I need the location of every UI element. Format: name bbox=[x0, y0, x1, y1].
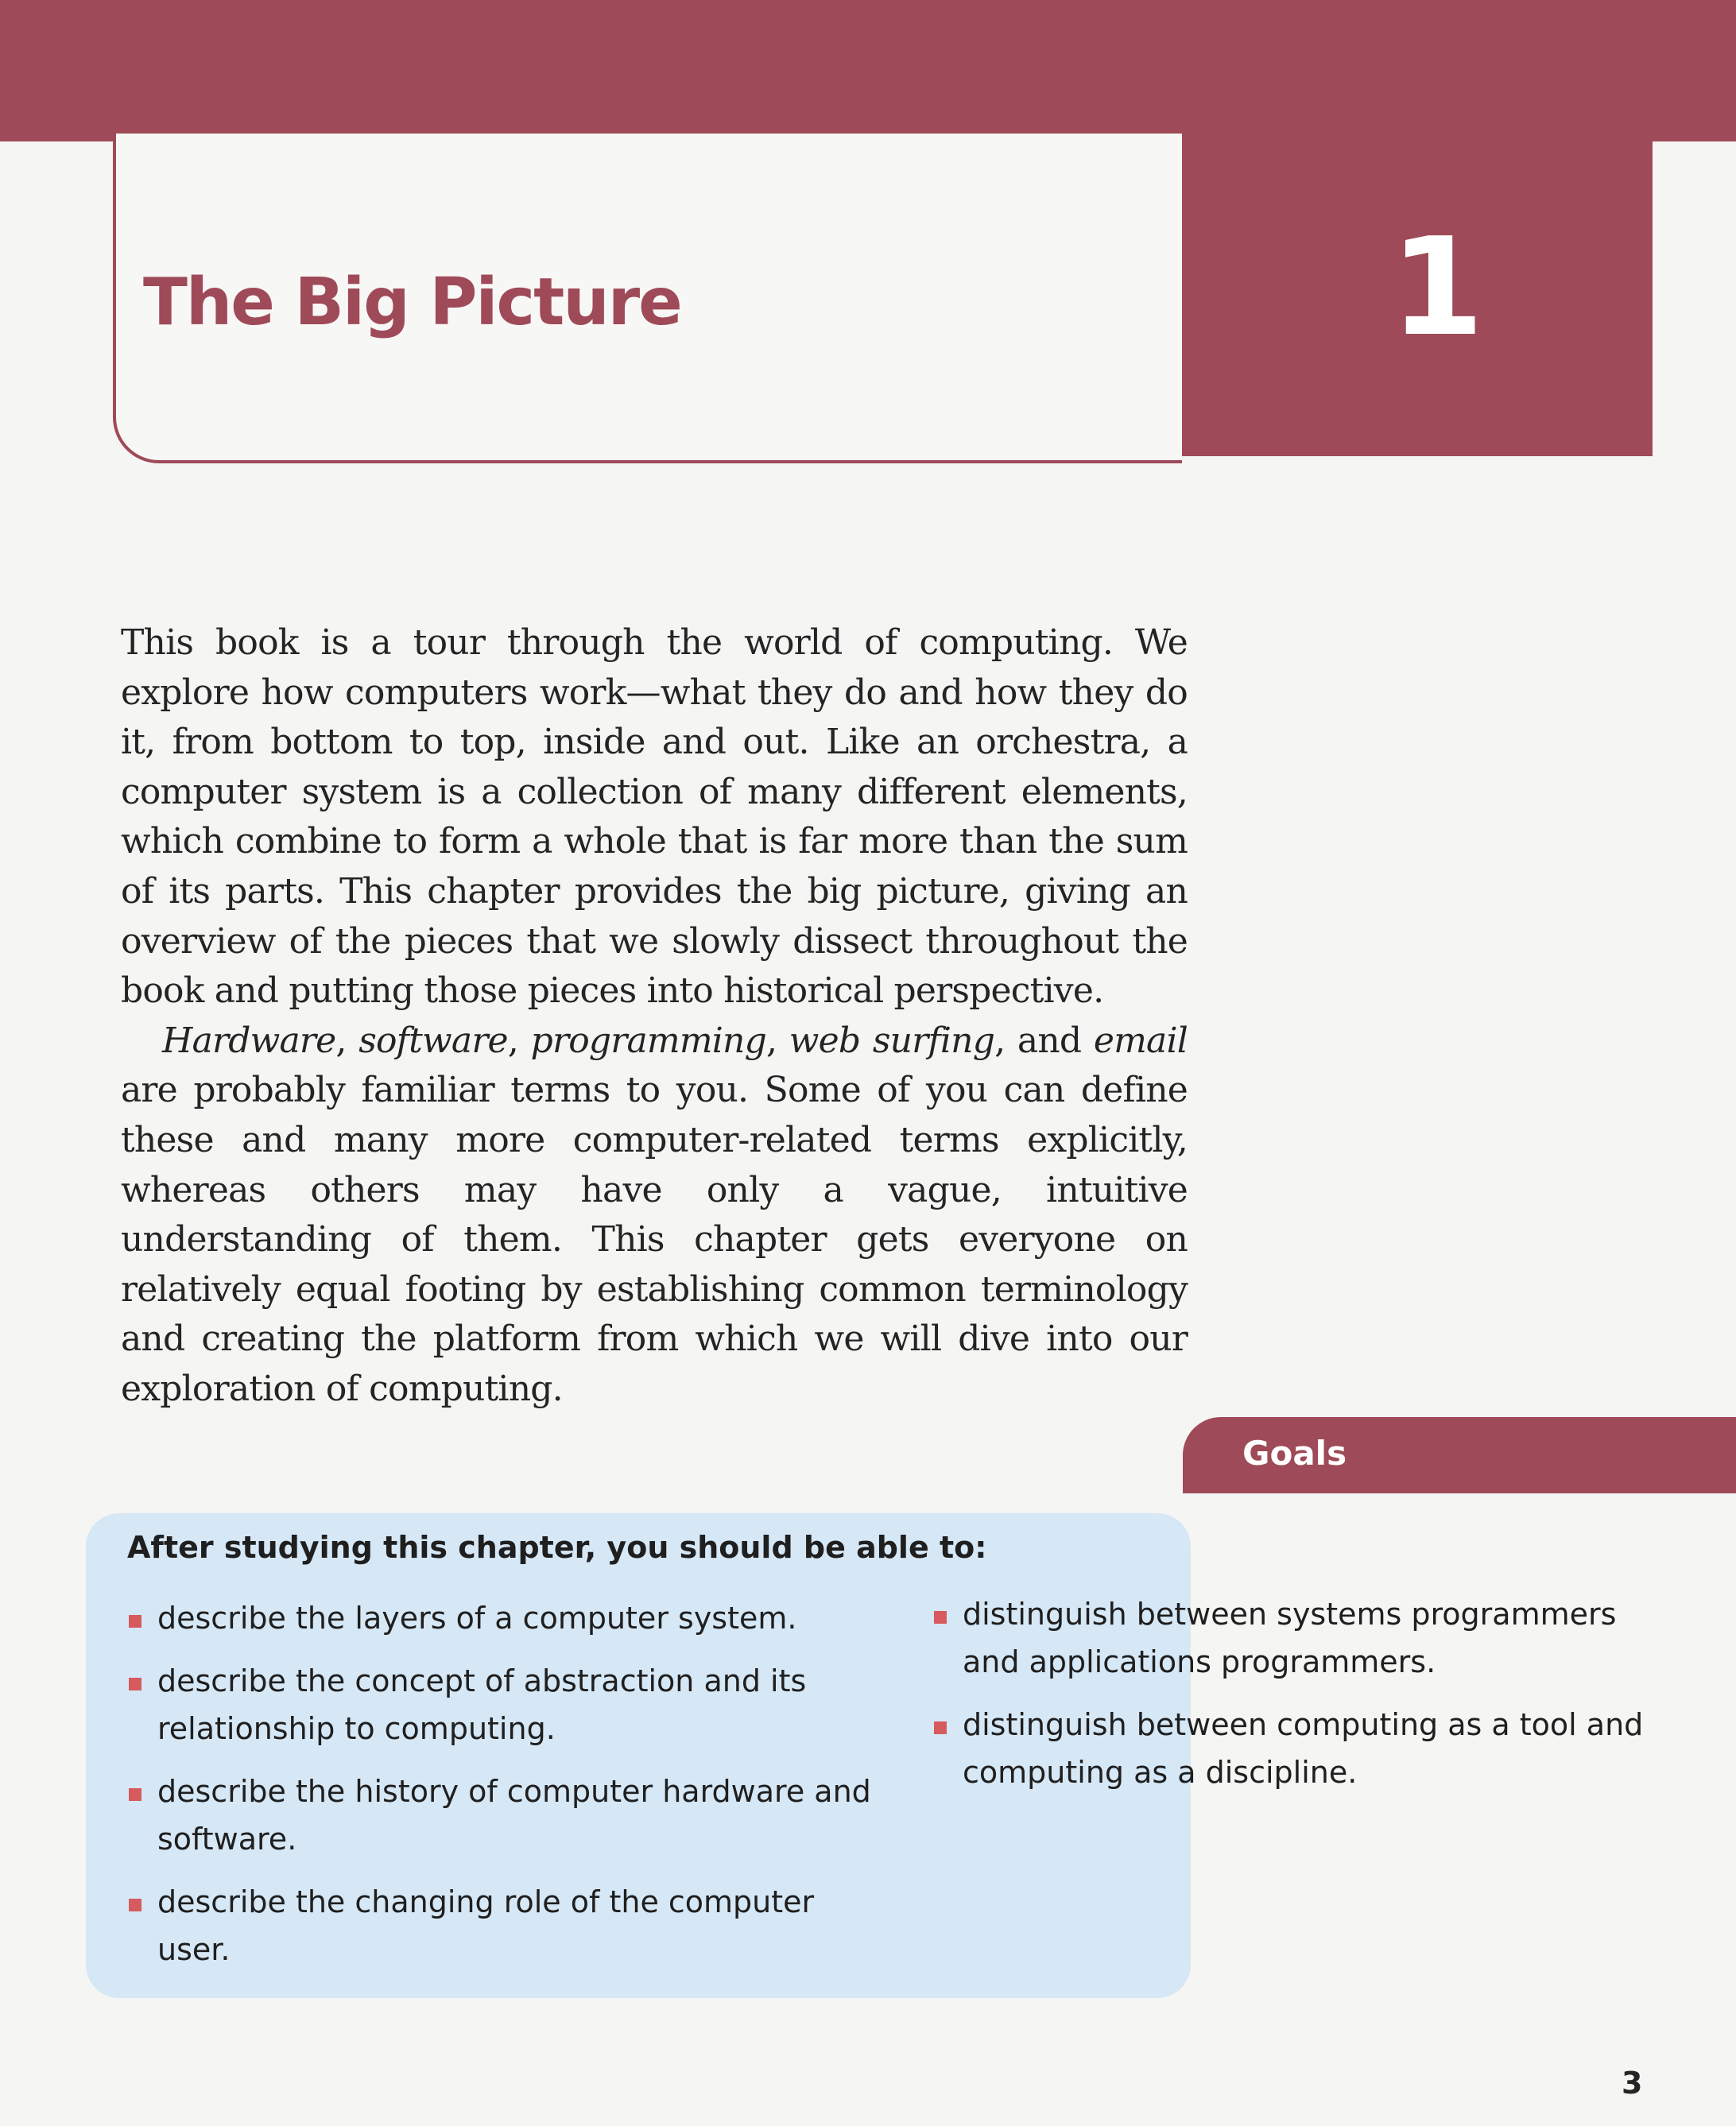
intro-paragraph-1: This book is a tour through the world of computing. We explore how computers work—what they do and how they do it, from bottom to top, inside and out. Like an orchestra, a computer system is a collection of many different elements, which combine to form a whole that is far more than the sum of its parts. This chapter provides the big picture, giving an overview of the pieces that we slowly dissect throughout the book and putting those pieces into historical perspective. bbox=[121, 622, 1188, 1012]
term-email: email bbox=[1093, 1020, 1188, 1061]
goal-item: describe the concept of abstraction and its relationship to computing. bbox=[127, 1657, 890, 1752]
chapter-number-block bbox=[1182, 119, 1653, 456]
goals-list-right bbox=[932, 1590, 1680, 1811]
intro-paragraph-2 bbox=[121, 1017, 1188, 1415]
term-hardware: Hardware bbox=[162, 1020, 336, 1061]
term-software: software bbox=[358, 1020, 508, 1061]
term-separator: , bbox=[507, 1020, 531, 1061]
goal-item: describe the history of computer hardware and software. bbox=[127, 1768, 890, 1863]
term-web-surfing: web surfing bbox=[789, 1020, 995, 1061]
intro-text bbox=[121, 618, 1188, 1415]
goals-label: Goals bbox=[1242, 1434, 1347, 1473]
goal-item: distinguish between computing as a tool and computing as a discipline. bbox=[932, 1701, 1680, 1796]
goal-item: describe the layers of a computer system. bbox=[127, 1594, 890, 1642]
page-number: 3 bbox=[1622, 2066, 1643, 2101]
intro-paragraph-2-rest: are probably familiar terms to you. Some of you can define these and many more computer-related terms explicitly, whereas others may have only a vague, intuitive understanding of them. This chapter gets everyone on relatively equal footing by establishing common terminology and creating the platform from which we will dive into our exploration of computing. bbox=[121, 1070, 1188, 1409]
term-programming: programming bbox=[530, 1020, 766, 1061]
goals-heading: After studying this chapter, you should be able to: bbox=[127, 1530, 987, 1565]
term-separator: , bbox=[765, 1020, 789, 1061]
chapter-title: The Big Picture bbox=[143, 265, 681, 340]
goals-banner bbox=[1183, 1417, 1736, 1493]
goals-list-left bbox=[127, 1594, 890, 1989]
goal-item: distinguish between systems programmers and applications programmers. bbox=[932, 1590, 1680, 1686]
term-separator: , bbox=[335, 1020, 359, 1061]
term-separator: , and bbox=[994, 1020, 1094, 1061]
chapter-number: 1 bbox=[1389, 209, 1485, 366]
goal-item: describe the changing role of the computer user. bbox=[127, 1878, 890, 1973]
